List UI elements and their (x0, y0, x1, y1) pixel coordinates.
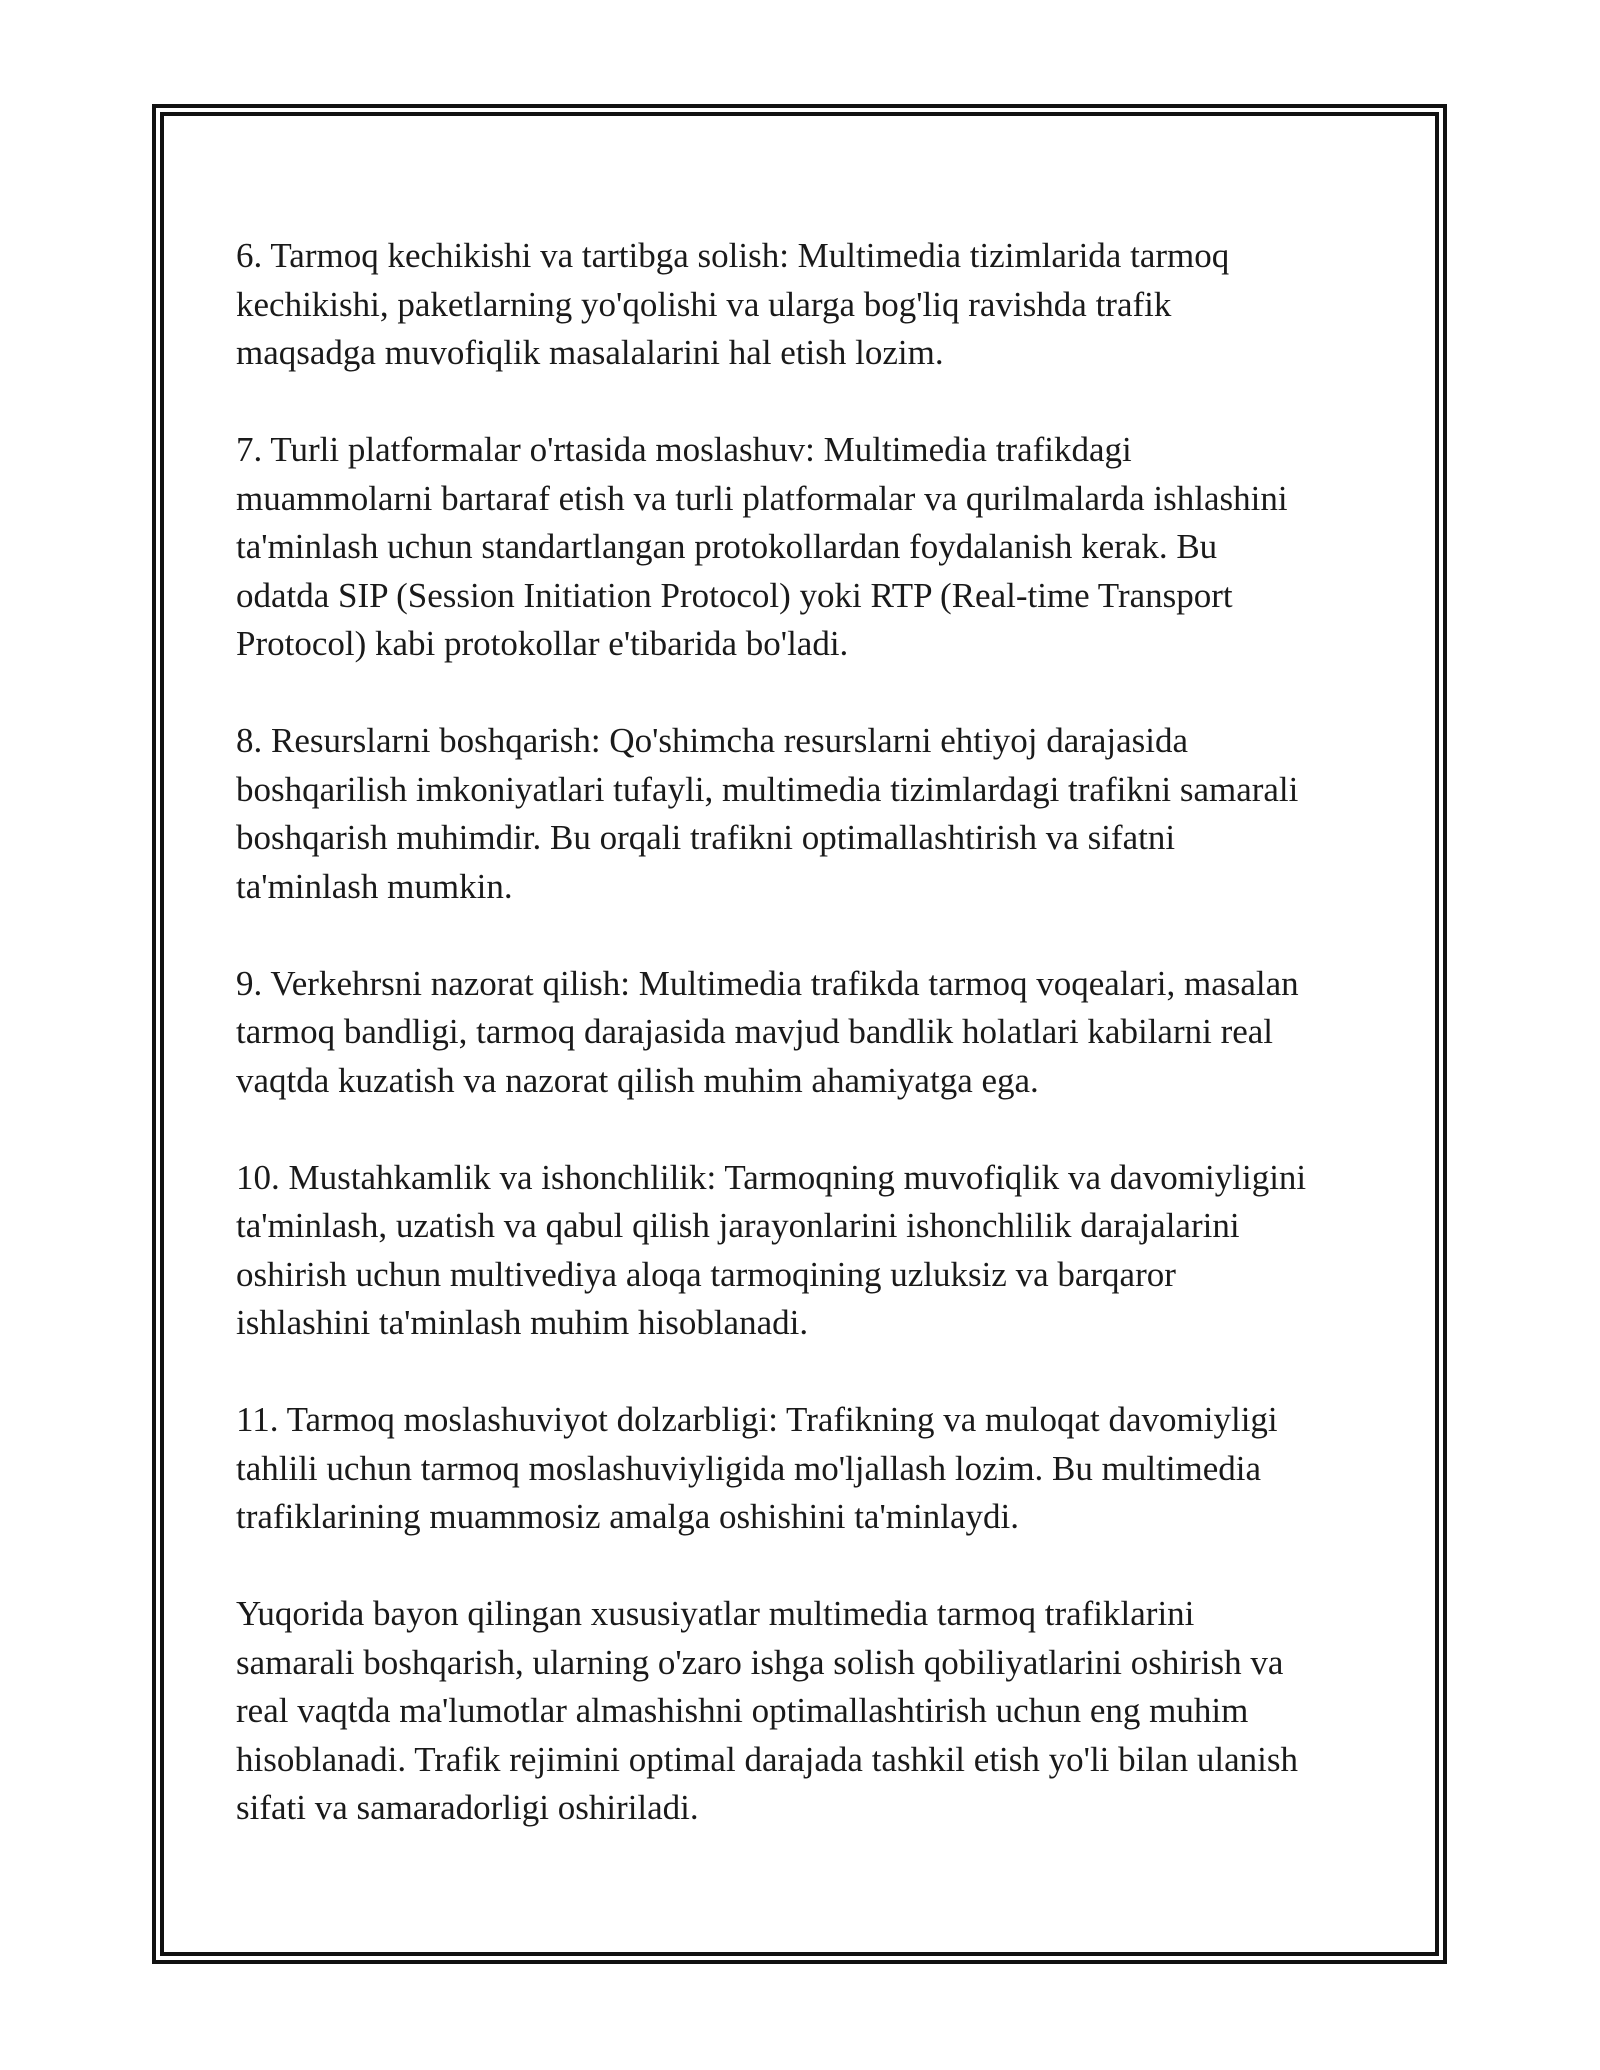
paragraph-7: 7. Turli platformalar o'rtasida moslashuv: Multimedia trafikdagi muammolarni bartaraf etish va turli platformalar va qurilmalarda ishlashini ta'minlash uchun standartlangan protokollardan foydalanish kerak. Bu odatda SIP (Session Initiation Protocol) yoki RTP (Real-time Transport Protocol) kabi protokollar e'tibarida bo'ladi. (236, 430, 1288, 663)
paragraph-6: 6. Tarmoq kechikishi va tartibga solish: Multimedia tizimlarida tarmoq kechikishi, paketlarning yo'qolishi va ularga bog'liq ravishda trafik maqsadga muvofiqlik masalalarini hal etish lozim. (236, 236, 1230, 372)
paragraph-11: 11. Tarmoq moslashuviyot dolzarbligi: Trafikning va muloqat davomiyligi tahlili uchun tarmoq moslashuviyligida mo'ljallash lozim. Bu multimedia trafiklarining muammosiz amalga oshishini ta'minlaydi. (236, 1400, 1278, 1536)
paragraph-9: 9. Verkehrsni nazorat qilish: Multimedia trafikda tarmoq voqealari, masalan tarmoq bandligi, tarmoq darajasida mavjud bandlik holatlari kabilarni real vaqtda kuzatish va nazorat qilish muhim ahamiyatga ega. (236, 963, 1299, 1100)
conclusion-paragraph: Yuqorida bayon qilingan xususiyatlar multimedia tarmoq trafiklarini samarali boshqarish, ularning o'zaro ishga solish qobiliyatlarini oshirish va real vaqtda ma'lumotlar almashishni optimallashtirish uchun eng muhim hisoblanadi. Trafik rejimini optimal darajada tashkil etish yo'li bilan ulanish sifati va samaradorligi oshiriladi. (236, 1594, 1298, 1827)
paragraph-10: 10. Mustahkamlik va ishonchlilik: Tarmoqning muvofiqlik va davomiyligini ta'minlash, uzatish va qabul qilish jarayonlarini ishonchlilik darajalarini oshirish uchun multivediya aloqa tarmoqining uzluksiz va barqaror ishlashini ta'minlash muhim hisoblanadi. (236, 1157, 1307, 1342)
document-body (236, 232, 1366, 1881)
paragraph-8: 8. Resurslarni boshqarish: Qo'shimcha resurslarni ehtiyoj darajasida boshqarilish imkoniyatlari tufayli, multimedia tizimlardagi trafikni samarali boshqarish muhimdir. Bu orqali trafikni optimallashtirish va sifatni ta'minlash mumkin. (236, 721, 1299, 906)
